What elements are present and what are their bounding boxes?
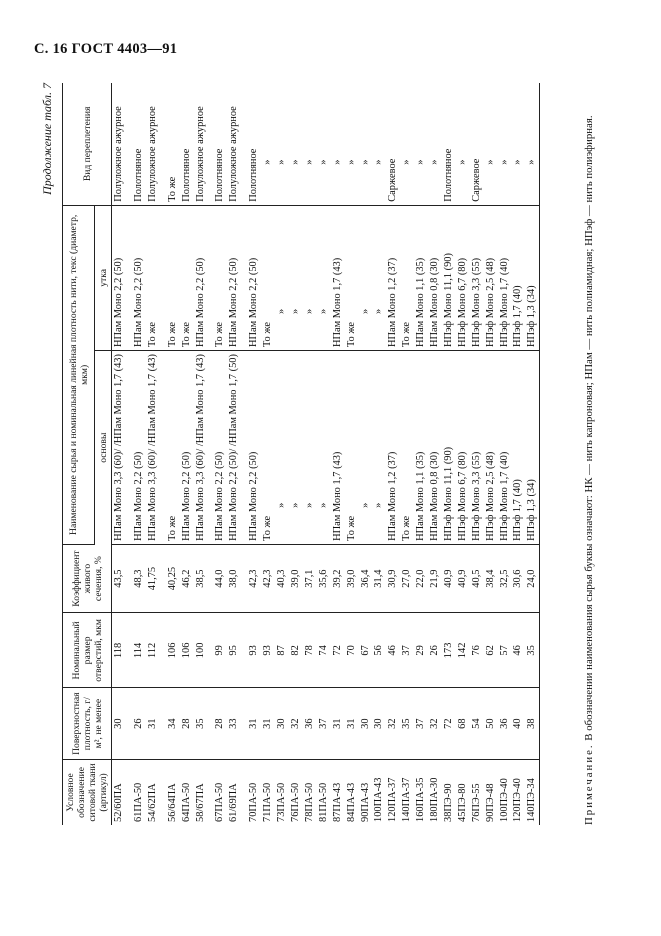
- cell-weave: Полуложное ажурное: [194, 83, 208, 205]
- cell-density: 40: [511, 688, 525, 759]
- table-row: [442, 83, 456, 825]
- cell-weave: »: [359, 83, 373, 205]
- cell-warp: НПам Моно 1,7 (43): [331, 351, 345, 545]
- cell-weft: НПэф Моно 3,3 (55): [470, 205, 484, 350]
- table-row: [428, 83, 442, 825]
- table-row: [511, 83, 525, 825]
- cell-designation: 87ПА-43: [331, 782, 343, 822]
- cell-coefficient: 38,5: [194, 544, 208, 612]
- cell-opening: 100: [194, 613, 208, 688]
- cell-weft: То же: [207, 205, 227, 350]
- cell-coefficient: 30,9: [386, 544, 400, 612]
- header-material: Наименование сырья и номинальная линейная плотность нити, текс (диаметр, мкм): [63, 205, 95, 544]
- cell-opening: 142: [456, 613, 470, 688]
- cell-designation: 100ПА-43: [373, 777, 385, 822]
- header-coefficient: Коэффициент живого сечения, %: [63, 544, 112, 612]
- cell-opening: 173: [442, 613, 456, 688]
- cell-warp: НПэф Моно 2,5 (48): [484, 351, 498, 545]
- cell-weft: То же: [400, 205, 414, 350]
- cell-opening: 56: [372, 613, 386, 688]
- cell-opening: 46: [386, 613, 400, 688]
- cell-density: 37: [414, 688, 428, 759]
- cell-designation: 38ПЭ-90: [442, 783, 454, 822]
- cell-opening: 29: [414, 613, 428, 688]
- cell-weft: То же: [146, 205, 160, 350]
- cell-warp: »: [275, 351, 289, 545]
- cell-density: 33: [227, 688, 241, 759]
- cell-coefficient: 40,5: [470, 544, 484, 612]
- cell-warp: НПам Моно 2,2 (50): [180, 351, 194, 545]
- cell-designation: 76ПА-50: [289, 782, 301, 822]
- cell-density: 30: [112, 688, 126, 759]
- cell-coefficient: 40,9: [442, 544, 456, 612]
- cell-weft: То же: [261, 205, 275, 350]
- cell-opening: 74: [317, 613, 331, 688]
- cell-weave: »: [261, 83, 275, 205]
- cell-weave: Полуложное ажурное: [146, 83, 160, 205]
- cell-coefficient: 27,0: [400, 544, 414, 612]
- cell-weft: НПэф Моно 1,7 (40): [498, 205, 512, 350]
- cell-coefficient: 36,4: [359, 544, 373, 612]
- cell-coefficient: 39,2: [331, 544, 345, 612]
- header-warp: основы: [95, 351, 112, 545]
- cell-opening: 57: [498, 613, 512, 688]
- cell-opening: 106: [160, 613, 180, 688]
- cell-designation: 160ПА-35: [415, 777, 427, 822]
- cell-weft: То же: [345, 205, 359, 350]
- cell-warp: НПам Моно 2,2 (50): [241, 351, 261, 545]
- cell-weave: »: [414, 83, 428, 205]
- cell-density: 35: [400, 688, 414, 759]
- table-row: [456, 83, 470, 825]
- cell-opening: 99: [207, 613, 227, 688]
- cell-opening: 118: [112, 613, 126, 688]
- cell-warp: »: [359, 351, 373, 545]
- cell-density: 31: [241, 688, 261, 759]
- cell-weave: »: [456, 83, 470, 205]
- table-row: [345, 83, 359, 825]
- cell-opening: 35: [525, 613, 539, 688]
- cell-warp: »: [289, 351, 303, 545]
- cell-density: 30: [275, 688, 289, 759]
- cell-coefficient: 41,75: [146, 544, 160, 612]
- cell-weft: »: [275, 205, 289, 350]
- cell-weft: »: [372, 205, 386, 350]
- cell-weave: »: [317, 83, 331, 205]
- table-row: [372, 83, 386, 825]
- cell-density: 37: [317, 688, 331, 759]
- cell-weft: НПэф 1,7 (40): [511, 205, 525, 350]
- cell-weft: То же: [160, 205, 180, 350]
- cell-weave: Полотняное: [207, 83, 227, 205]
- cell-designation: 61/69ПА: [228, 783, 240, 822]
- cell-weave: »: [525, 83, 539, 205]
- cell-coefficient: 39,0: [345, 544, 359, 612]
- cell-opening: 106: [180, 613, 194, 688]
- cell-designation: 140ПА-37: [401, 777, 413, 822]
- cell-designation: 120ПЭ-40: [512, 778, 524, 822]
- cell-weave: »: [331, 83, 345, 205]
- cell-weave: Саржевое: [386, 83, 400, 205]
- table-row: [261, 83, 275, 825]
- cell-opening: 62: [484, 613, 498, 688]
- table-row: [241, 83, 261, 825]
- table-row: [331, 83, 345, 825]
- cell-opening: 70: [345, 613, 359, 688]
- cell-weft: НПам Моно 2,2 (50): [112, 205, 126, 350]
- cell-opening: 93: [241, 613, 261, 688]
- cell-weft: НПам Моно 1,1 (35): [414, 205, 428, 350]
- cell-coefficient: 37,1: [303, 544, 317, 612]
- cell-warp: НПам Моно 3,3 (60)/ /НПам Моно 1,7 (43): [194, 351, 208, 545]
- cell-warp: НПэф Моно 11,1 (90): [442, 351, 456, 545]
- cell-designation: 140ПЭ-34: [525, 759, 539, 825]
- cell-coefficient: 48,3: [126, 544, 146, 612]
- cell-coefficient: 38,0: [227, 544, 241, 612]
- table-row: [303, 83, 317, 825]
- cell-coefficient: 42,3: [261, 544, 275, 612]
- cell-opening: 82: [289, 613, 303, 688]
- cell-warp: »: [372, 351, 386, 545]
- cell-designation: 90ПА-43: [359, 782, 371, 822]
- cell-opening: 93: [261, 613, 275, 688]
- table-row: [275, 83, 289, 825]
- cell-designation: 73ПА-50: [276, 782, 288, 822]
- table-note: [582, 83, 597, 825]
- cell-designation: 54/62ПА: [146, 783, 158, 822]
- fabric-spec-table: [62, 83, 540, 825]
- cell-coefficient: 32,5: [498, 544, 512, 612]
- cell-coefficient: 43,5: [112, 544, 126, 612]
- cell-coefficient: 24,0: [525, 544, 539, 612]
- cell-coefficient: 40,9: [456, 544, 470, 612]
- table-row: [180, 83, 194, 825]
- cell-coefficient: 46,2: [180, 544, 194, 612]
- cell-weft: »: [289, 205, 303, 350]
- cell-density: 31: [345, 688, 359, 759]
- table-row: [414, 83, 428, 825]
- cell-coefficient: 40,25: [160, 544, 180, 612]
- cell-coefficient: 39,0: [289, 544, 303, 612]
- cell-designation: 61ПА-50: [132, 782, 144, 822]
- cell-designation: 64ПА-50: [180, 782, 192, 822]
- cell-density: 31: [331, 688, 345, 759]
- cell-designation: 67ПА-50: [214, 782, 226, 822]
- cell-opening: 87: [275, 613, 289, 688]
- cell-weft: НПам Моно 1,2 (37): [386, 205, 400, 350]
- cell-density: 28: [180, 688, 194, 759]
- cell-opening: 72: [331, 613, 345, 688]
- cell-density: 32: [289, 688, 303, 759]
- cell-density: 36: [498, 688, 512, 759]
- cell-designation: 52/60ПА: [113, 783, 124, 822]
- cell-weave: Саржевое: [470, 83, 484, 205]
- cell-designation: 78ПА-50: [303, 782, 315, 822]
- table-row: [359, 83, 373, 825]
- cell-weave: »: [372, 83, 386, 205]
- cell-warp: НПам Моно 3,3 (60)/ /НПам Моно 1,7 (43): [146, 351, 160, 545]
- cell-designation: 76ПЭ-55: [470, 783, 482, 822]
- cell-warp: НПам Моно 3,3 (60)/ /НПам Моно 1,7 (43): [112, 351, 126, 545]
- table-row: [317, 83, 331, 825]
- header-weft: утка: [95, 205, 112, 350]
- cell-coefficient: 42,3: [241, 544, 261, 612]
- cell-coefficient: 30,6: [511, 544, 525, 612]
- note-label: Примечание.: [583, 743, 595, 825]
- cell-warp: То же: [400, 351, 414, 545]
- cell-weave: »: [303, 83, 317, 205]
- table-row: [207, 83, 227, 825]
- cell-designation: 71ПА-50: [262, 782, 274, 822]
- cell-warp: То же: [261, 351, 275, 545]
- table-row: [146, 83, 160, 825]
- cell-density: 32: [428, 688, 442, 759]
- cell-weave: »: [484, 83, 498, 205]
- cell-weave: »: [428, 83, 442, 205]
- cell-designation: 84ПА-43: [345, 782, 357, 822]
- cell-designation: 45ПЭ-80: [456, 783, 468, 822]
- cell-density: 34: [160, 688, 180, 759]
- cell-density: 31: [261, 688, 275, 759]
- cell-weave: »: [289, 83, 303, 205]
- cell-weft: НПэф Моно 2,5 (48): [484, 205, 498, 350]
- note-text: В обозначении наименования сырья буквы означают: НК — нить капроновая; НПам — нить полиамидная; НПэф — нить полиэфирная.: [583, 115, 595, 741]
- cell-coefficient: 44,0: [207, 544, 227, 612]
- cell-weft: То же: [180, 205, 194, 350]
- cell-opening: 26: [428, 613, 442, 688]
- cell-designation: 56/64ПА: [166, 783, 178, 822]
- cell-opening: 37: [400, 613, 414, 688]
- cell-weave: »: [275, 83, 289, 205]
- cell-warp: НПам Моно 1,2 (37): [386, 351, 400, 545]
- header-weave: Вид переплетения: [63, 83, 112, 205]
- table-row: [289, 83, 303, 825]
- cell-warp: НПэф Моно 6,7 (80): [456, 351, 470, 545]
- table-row: [126, 83, 146, 825]
- cell-opening: 78: [303, 613, 317, 688]
- header-designation: Условное обозначение ситовой ткани (артикул): [63, 759, 112, 825]
- cell-warp: НПам Моно 2,2 (50)/ /НПам Моно 1,7 (50): [227, 351, 241, 545]
- table-row: [498, 83, 512, 825]
- cell-density: 28: [207, 688, 227, 759]
- cell-weave: Полуложное ажурное: [227, 83, 241, 205]
- header-density: Поверхностная плотность, г/м², не менее: [63, 688, 112, 759]
- cell-coefficient: 40,3: [275, 544, 289, 612]
- cell-designation: 81ПА-50: [317, 782, 329, 822]
- cell-weft: НПам Моно 0,8 (30): [428, 205, 442, 350]
- cell-weft: »: [303, 205, 317, 350]
- cell-weave: »: [498, 83, 512, 205]
- cell-warp: НПэф Моно 1,7 (40): [498, 351, 512, 545]
- cell-warp: НПам Моно 2,2 (50): [207, 351, 227, 545]
- cell-density: 54: [470, 688, 484, 759]
- header-opening: Номинальный размер отверстий, мкм: [63, 613, 112, 688]
- table-row: [112, 83, 126, 825]
- cell-density: 72: [442, 688, 456, 759]
- cell-designation: 90ПЭ-48: [484, 783, 496, 822]
- cell-designation: 180ПА-30: [429, 777, 441, 822]
- cell-density: 31: [146, 688, 160, 759]
- cell-weft: НПэф Моно 11,1 (90): [442, 205, 456, 350]
- cell-weft: НПам Моно 2,2 (50): [194, 205, 208, 350]
- table-row: [386, 83, 400, 825]
- cell-density: 50: [484, 688, 498, 759]
- table-row: [194, 83, 208, 825]
- cell-designation: 70ПА-50: [248, 782, 260, 822]
- cell-weave: Полуложное ажурное: [112, 83, 126, 205]
- cell-weft: »: [359, 205, 373, 350]
- cell-opening: 95: [227, 613, 241, 688]
- cell-weave: »: [345, 83, 359, 205]
- cell-warp: НПам Моно 2,2 (50): [126, 351, 146, 545]
- cell-weave: То же: [160, 83, 180, 205]
- cell-weft: НПам Моно 2,2 (50): [241, 205, 261, 350]
- cell-designation: 100ПЭ-40: [498, 778, 510, 822]
- cell-weft: НПам Моно 2,2 (50): [126, 205, 146, 350]
- cell-designation: 120ПА-37: [387, 777, 399, 822]
- cell-coefficient: 21,9: [428, 544, 442, 612]
- cell-coefficient: 38,4: [484, 544, 498, 612]
- cell-density: 36: [303, 688, 317, 759]
- cell-warp: НПэф Моно 3,3 (55): [470, 351, 484, 545]
- cell-weft: НПэф Моно 6,7 (80): [456, 205, 470, 350]
- cell-warp: То же: [345, 351, 359, 545]
- cell-warp: »: [303, 351, 317, 545]
- table-row: [484, 83, 498, 825]
- cell-weave: »: [511, 83, 525, 205]
- cell-weft: »: [317, 205, 331, 350]
- cell-warp: То же: [160, 351, 180, 545]
- cell-weave: Полотняное: [442, 83, 456, 205]
- table-row: [400, 83, 414, 825]
- cell-density: 35: [194, 688, 208, 759]
- table-row: [525, 83, 539, 825]
- table-body: [112, 83, 540, 825]
- cell-density: 30: [359, 688, 373, 759]
- table-row: [470, 83, 484, 825]
- cell-designation: 58/67ПА: [194, 783, 206, 822]
- cell-warp: НПэф 1,7 (40): [511, 351, 525, 545]
- cell-weave: Полотняное: [126, 83, 146, 205]
- cell-opening: 112: [146, 613, 160, 688]
- cell-opening: 76: [470, 613, 484, 688]
- cell-opening: 46: [511, 613, 525, 688]
- cell-weave: Полотняное: [180, 83, 194, 205]
- cell-opening: 114: [126, 613, 146, 688]
- cell-warp: НПам Моно 0,8 (30): [428, 351, 442, 545]
- cell-density: 30: [372, 688, 386, 759]
- table-row: [160, 83, 180, 825]
- table-row: [227, 83, 241, 825]
- cell-opening: 67: [359, 613, 373, 688]
- cell-weft: НПэф 1,3 (34): [525, 205, 539, 350]
- cell-warp: НПэф 1,3 (34): [525, 351, 539, 545]
- cell-density: 26: [126, 688, 146, 759]
- cell-weft: НПам Моно 2,2 (50): [227, 205, 241, 350]
- table-continuation-caption: Продолжение табл. 7: [40, 83, 54, 195]
- cell-weave: »: [400, 83, 414, 205]
- cell-warp: »: [317, 351, 331, 545]
- cell-weft: НПам Моно 1,7 (43): [331, 205, 345, 350]
- cell-coefficient: 22,0: [414, 544, 428, 612]
- page-header: С. 16 ГОСТ 4403—91: [34, 41, 178, 57]
- cell-coefficient: 35,6: [317, 544, 331, 612]
- cell-density: 68: [456, 688, 470, 759]
- cell-density: 32: [386, 688, 400, 759]
- cell-weave: Полотняное: [241, 83, 261, 205]
- cell-warp: НПам Моно 1,1 (35): [414, 351, 428, 545]
- rotated-table-area: [40, 77, 625, 825]
- cell-coefficient: 31,4: [372, 544, 386, 612]
- cell-density: 38: [525, 688, 539, 759]
